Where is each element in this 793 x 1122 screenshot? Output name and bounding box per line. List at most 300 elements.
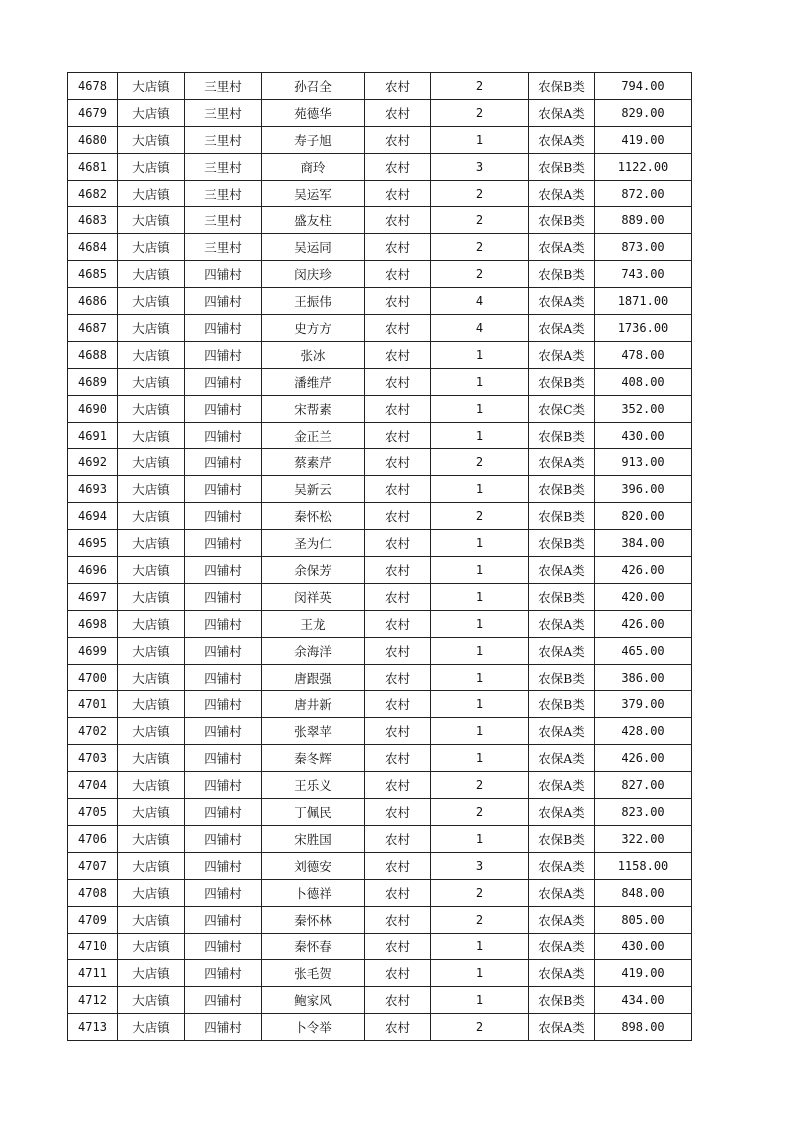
row-id-cell: 4702 xyxy=(68,718,118,745)
village-cell: 四铺村 xyxy=(185,315,262,342)
household-count-cell: 2 xyxy=(431,906,529,933)
row-id-cell: 4707 xyxy=(68,852,118,879)
table-row xyxy=(68,664,692,691)
insurance-type-cell: 农保B类 xyxy=(529,503,595,530)
village-cell: 三里村 xyxy=(185,99,262,126)
name-cell: 张翠苹 xyxy=(262,718,365,745)
row-id-cell: 4683 xyxy=(68,207,118,234)
row-id-cell: 4689 xyxy=(68,368,118,395)
insurance-type-cell: 农保A类 xyxy=(529,745,595,772)
name-cell: 余保芳 xyxy=(262,557,365,584)
household-count-cell: 2 xyxy=(431,772,529,799)
table-row xyxy=(68,933,692,960)
name-cell: 蔡素芹 xyxy=(262,449,365,476)
area-type-cell: 农村 xyxy=(365,395,431,422)
row-id-cell: 4706 xyxy=(68,825,118,852)
area-type-cell: 农村 xyxy=(365,799,431,826)
amount-cell: 465.00 xyxy=(595,637,692,664)
household-count-cell: 4 xyxy=(431,315,529,342)
household-count-cell: 2 xyxy=(431,1014,529,1041)
amount-cell: 873.00 xyxy=(595,234,692,261)
row-id-cell: 4685 xyxy=(68,261,118,288)
village-cell: 三里村 xyxy=(185,207,262,234)
area-type-cell: 农村 xyxy=(365,261,431,288)
table-row xyxy=(68,745,692,772)
insurance-type-cell: 农保A类 xyxy=(529,906,595,933)
insurance-type-cell: 农保B类 xyxy=(529,664,595,691)
table-row xyxy=(68,261,692,288)
village-cell: 四铺村 xyxy=(185,852,262,879)
name-cell: 秦怀松 xyxy=(262,503,365,530)
town-cell: 大店镇 xyxy=(118,153,185,180)
name-cell: 商玲 xyxy=(262,153,365,180)
row-id-cell: 4713 xyxy=(68,1014,118,1041)
insurance-type-cell: 农保A类 xyxy=(529,315,595,342)
amount-cell: 434.00 xyxy=(595,987,692,1014)
table-row xyxy=(68,960,692,987)
area-type-cell: 农村 xyxy=(365,610,431,637)
insurance-type-cell: 农保B类 xyxy=(529,530,595,557)
table-row xyxy=(68,341,692,368)
data-table-container xyxy=(67,72,692,1041)
household-count-cell: 1 xyxy=(431,637,529,664)
name-cell: 卜令举 xyxy=(262,1014,365,1041)
table-body xyxy=(68,73,692,1041)
amount-cell: 386.00 xyxy=(595,664,692,691)
village-cell: 四铺村 xyxy=(185,583,262,610)
amount-cell: 1122.00 xyxy=(595,153,692,180)
row-id-cell: 4686 xyxy=(68,288,118,315)
table-row xyxy=(68,1014,692,1041)
insurance-type-cell: 农保B类 xyxy=(529,422,595,449)
amount-cell: 322.00 xyxy=(595,825,692,852)
insurance-type-cell: 农保B类 xyxy=(529,153,595,180)
name-cell: 闵庆珍 xyxy=(262,261,365,288)
name-cell: 唐井新 xyxy=(262,691,365,718)
table-row xyxy=(68,503,692,530)
name-cell: 秦怀林 xyxy=(262,906,365,933)
name-cell: 秦怀春 xyxy=(262,933,365,960)
village-cell: 四铺村 xyxy=(185,530,262,557)
household-count-cell: 2 xyxy=(431,73,529,100)
amount-cell: 898.00 xyxy=(595,1014,692,1041)
area-type-cell: 农村 xyxy=(365,99,431,126)
amount-cell: 1158.00 xyxy=(595,852,692,879)
insurance-type-cell: 农保A类 xyxy=(529,341,595,368)
insurance-type-cell: 农保A类 xyxy=(529,799,595,826)
household-count-cell: 1 xyxy=(431,557,529,584)
table-row xyxy=(68,530,692,557)
amount-cell: 420.00 xyxy=(595,583,692,610)
table-row xyxy=(68,718,692,745)
area-type-cell: 农村 xyxy=(365,449,431,476)
household-count-cell: 1 xyxy=(431,476,529,503)
amount-cell: 352.00 xyxy=(595,395,692,422)
amount-cell: 1871.00 xyxy=(595,288,692,315)
area-type-cell: 农村 xyxy=(365,234,431,261)
town-cell: 大店镇 xyxy=(118,745,185,772)
insurance-type-cell: 农保A类 xyxy=(529,557,595,584)
name-cell: 丁佩民 xyxy=(262,799,365,826)
name-cell: 王乐义 xyxy=(262,772,365,799)
village-cell: 三里村 xyxy=(185,234,262,261)
insurance-type-cell: 农保B类 xyxy=(529,368,595,395)
table-row xyxy=(68,207,692,234)
village-cell: 四铺村 xyxy=(185,476,262,503)
household-count-cell: 1 xyxy=(431,960,529,987)
table-row xyxy=(68,879,692,906)
town-cell: 大店镇 xyxy=(118,637,185,664)
town-cell: 大店镇 xyxy=(118,557,185,584)
name-cell: 盛友柱 xyxy=(262,207,365,234)
village-cell: 四铺村 xyxy=(185,987,262,1014)
village-cell: 四铺村 xyxy=(185,718,262,745)
row-id-cell: 4695 xyxy=(68,530,118,557)
village-cell: 三里村 xyxy=(185,73,262,100)
village-cell: 四铺村 xyxy=(185,557,262,584)
town-cell: 大店镇 xyxy=(118,960,185,987)
row-id-cell: 4712 xyxy=(68,987,118,1014)
town-cell: 大店镇 xyxy=(118,126,185,153)
table-row xyxy=(68,126,692,153)
town-cell: 大店镇 xyxy=(118,99,185,126)
amount-cell: 379.00 xyxy=(595,691,692,718)
table-row xyxy=(68,772,692,799)
insurance-type-cell: 农保B类 xyxy=(529,476,595,503)
table-row xyxy=(68,153,692,180)
village-cell: 三里村 xyxy=(185,180,262,207)
name-cell: 鲍家风 xyxy=(262,987,365,1014)
area-type-cell: 农村 xyxy=(365,745,431,772)
amount-cell: 428.00 xyxy=(595,718,692,745)
row-id-cell: 4696 xyxy=(68,557,118,584)
row-id-cell: 4687 xyxy=(68,315,118,342)
town-cell: 大店镇 xyxy=(118,422,185,449)
amount-cell: 872.00 xyxy=(595,180,692,207)
amount-cell: 913.00 xyxy=(595,449,692,476)
town-cell: 大店镇 xyxy=(118,261,185,288)
area-type-cell: 农村 xyxy=(365,879,431,906)
village-cell: 四铺村 xyxy=(185,261,262,288)
row-id-cell: 4709 xyxy=(68,906,118,933)
name-cell: 王振伟 xyxy=(262,288,365,315)
town-cell: 大店镇 xyxy=(118,906,185,933)
row-id-cell: 4678 xyxy=(68,73,118,100)
area-type-cell: 农村 xyxy=(365,315,431,342)
table-row xyxy=(68,583,692,610)
insurance-type-cell: 农保A类 xyxy=(529,852,595,879)
table-row xyxy=(68,73,692,100)
name-cell: 潘维芹 xyxy=(262,368,365,395)
insurance-type-cell: 农保A类 xyxy=(529,718,595,745)
insurance-type-cell: 农保A类 xyxy=(529,933,595,960)
amount-cell: 430.00 xyxy=(595,422,692,449)
household-count-cell: 2 xyxy=(431,503,529,530)
area-type-cell: 农村 xyxy=(365,207,431,234)
town-cell: 大店镇 xyxy=(118,1014,185,1041)
table-row xyxy=(68,234,692,261)
table-row xyxy=(68,906,692,933)
row-id-cell: 4704 xyxy=(68,772,118,799)
name-cell: 史方方 xyxy=(262,315,365,342)
area-type-cell: 农村 xyxy=(365,530,431,557)
village-cell: 四铺村 xyxy=(185,610,262,637)
name-cell: 寿子旭 xyxy=(262,126,365,153)
town-cell: 大店镇 xyxy=(118,583,185,610)
row-id-cell: 4708 xyxy=(68,879,118,906)
name-cell: 圣为仁 xyxy=(262,530,365,557)
row-id-cell: 4682 xyxy=(68,180,118,207)
village-cell: 四铺村 xyxy=(185,825,262,852)
household-count-cell: 1 xyxy=(431,987,529,1014)
row-id-cell: 4690 xyxy=(68,395,118,422)
village-cell: 四铺村 xyxy=(185,691,262,718)
insurance-type-cell: 农保A类 xyxy=(529,772,595,799)
household-count-cell: 1 xyxy=(431,341,529,368)
household-count-cell: 2 xyxy=(431,261,529,288)
village-cell: 四铺村 xyxy=(185,422,262,449)
household-count-cell: 4 xyxy=(431,288,529,315)
town-cell: 大店镇 xyxy=(118,664,185,691)
data-table xyxy=(67,72,692,1041)
table-row xyxy=(68,395,692,422)
area-type-cell: 农村 xyxy=(365,180,431,207)
town-cell: 大店镇 xyxy=(118,476,185,503)
town-cell: 大店镇 xyxy=(118,368,185,395)
name-cell: 吴新云 xyxy=(262,476,365,503)
insurance-type-cell: 农保A类 xyxy=(529,610,595,637)
insurance-type-cell: 农保A类 xyxy=(529,879,595,906)
household-count-cell: 1 xyxy=(431,664,529,691)
insurance-type-cell: 农保A类 xyxy=(529,126,595,153)
household-count-cell: 1 xyxy=(431,610,529,637)
area-type-cell: 农村 xyxy=(365,503,431,530)
household-count-cell: 2 xyxy=(431,879,529,906)
name-cell: 孙召全 xyxy=(262,73,365,100)
insurance-type-cell: 农保A类 xyxy=(529,234,595,261)
town-cell: 大店镇 xyxy=(118,315,185,342)
table-row xyxy=(68,99,692,126)
household-count-cell: 1 xyxy=(431,691,529,718)
insurance-type-cell: 农保C类 xyxy=(529,395,595,422)
name-cell: 吴运军 xyxy=(262,180,365,207)
insurance-type-cell: 农保A类 xyxy=(529,637,595,664)
row-id-cell: 4681 xyxy=(68,153,118,180)
area-type-cell: 农村 xyxy=(365,664,431,691)
row-id-cell: 4711 xyxy=(68,960,118,987)
household-count-cell: 3 xyxy=(431,852,529,879)
amount-cell: 419.00 xyxy=(595,126,692,153)
area-type-cell: 农村 xyxy=(365,583,431,610)
amount-cell: 823.00 xyxy=(595,799,692,826)
insurance-type-cell: 农保B类 xyxy=(529,583,595,610)
household-count-cell: 1 xyxy=(431,395,529,422)
amount-cell: 743.00 xyxy=(595,261,692,288)
town-cell: 大店镇 xyxy=(118,234,185,261)
table-row xyxy=(68,315,692,342)
household-count-cell: 2 xyxy=(431,99,529,126)
amount-cell: 430.00 xyxy=(595,933,692,960)
household-count-cell: 1 xyxy=(431,530,529,557)
amount-cell: 820.00 xyxy=(595,503,692,530)
village-cell: 四铺村 xyxy=(185,745,262,772)
area-type-cell: 农村 xyxy=(365,1014,431,1041)
village-cell: 四铺村 xyxy=(185,368,262,395)
insurance-type-cell: 农保A类 xyxy=(529,1014,595,1041)
row-id-cell: 4694 xyxy=(68,503,118,530)
insurance-type-cell: 农保A类 xyxy=(529,288,595,315)
name-cell: 宋胜国 xyxy=(262,825,365,852)
area-type-cell: 农村 xyxy=(365,933,431,960)
table-row xyxy=(68,180,692,207)
amount-cell: 419.00 xyxy=(595,960,692,987)
village-cell: 四铺村 xyxy=(185,1014,262,1041)
name-cell: 吴运同 xyxy=(262,234,365,261)
village-cell: 四铺村 xyxy=(185,341,262,368)
town-cell: 大店镇 xyxy=(118,852,185,879)
village-cell: 四铺村 xyxy=(185,288,262,315)
area-type-cell: 农村 xyxy=(365,987,431,1014)
amount-cell: 426.00 xyxy=(595,745,692,772)
household-count-cell: 2 xyxy=(431,180,529,207)
amount-cell: 848.00 xyxy=(595,879,692,906)
amount-cell: 478.00 xyxy=(595,341,692,368)
area-type-cell: 农村 xyxy=(365,825,431,852)
town-cell: 大店镇 xyxy=(118,718,185,745)
insurance-type-cell: 农保B类 xyxy=(529,987,595,1014)
name-cell: 苑德华 xyxy=(262,99,365,126)
row-id-cell: 4692 xyxy=(68,449,118,476)
insurance-type-cell: 农保B类 xyxy=(529,73,595,100)
row-id-cell: 4699 xyxy=(68,637,118,664)
household-count-cell: 1 xyxy=(431,745,529,772)
insurance-type-cell: 农保A类 xyxy=(529,180,595,207)
village-cell: 四铺村 xyxy=(185,664,262,691)
name-cell: 张冰 xyxy=(262,341,365,368)
area-type-cell: 农村 xyxy=(365,341,431,368)
table-row xyxy=(68,288,692,315)
town-cell: 大店镇 xyxy=(118,987,185,1014)
village-cell: 四铺村 xyxy=(185,772,262,799)
name-cell: 刘德安 xyxy=(262,852,365,879)
name-cell: 金正兰 xyxy=(262,422,365,449)
town-cell: 大店镇 xyxy=(118,449,185,476)
village-cell: 三里村 xyxy=(185,126,262,153)
household-count-cell: 1 xyxy=(431,933,529,960)
name-cell: 宋帮素 xyxy=(262,395,365,422)
row-id-cell: 4703 xyxy=(68,745,118,772)
row-id-cell: 4691 xyxy=(68,422,118,449)
amount-cell: 805.00 xyxy=(595,906,692,933)
amount-cell: 426.00 xyxy=(595,557,692,584)
town-cell: 大店镇 xyxy=(118,341,185,368)
village-cell: 四铺村 xyxy=(185,933,262,960)
village-cell: 四铺村 xyxy=(185,960,262,987)
town-cell: 大店镇 xyxy=(118,799,185,826)
household-count-cell: 1 xyxy=(431,825,529,852)
table-row xyxy=(68,422,692,449)
insurance-type-cell: 农保B类 xyxy=(529,691,595,718)
amount-cell: 426.00 xyxy=(595,610,692,637)
table-row xyxy=(68,449,692,476)
town-cell: 大店镇 xyxy=(118,772,185,799)
household-count-cell: 2 xyxy=(431,207,529,234)
village-cell: 四铺村 xyxy=(185,637,262,664)
household-count-cell: 1 xyxy=(431,126,529,153)
town-cell: 大店镇 xyxy=(118,207,185,234)
area-type-cell: 农村 xyxy=(365,772,431,799)
town-cell: 大店镇 xyxy=(118,180,185,207)
area-type-cell: 农村 xyxy=(365,637,431,664)
table-row xyxy=(68,637,692,664)
row-id-cell: 4693 xyxy=(68,476,118,503)
area-type-cell: 农村 xyxy=(365,368,431,395)
table-row xyxy=(68,476,692,503)
area-type-cell: 农村 xyxy=(365,960,431,987)
town-cell: 大店镇 xyxy=(118,530,185,557)
table-row xyxy=(68,557,692,584)
insurance-type-cell: 农保A类 xyxy=(529,449,595,476)
row-id-cell: 4688 xyxy=(68,341,118,368)
household-count-cell: 1 xyxy=(431,583,529,610)
area-type-cell: 农村 xyxy=(365,126,431,153)
town-cell: 大店镇 xyxy=(118,503,185,530)
insurance-type-cell: 农保A类 xyxy=(529,960,595,987)
insurance-type-cell: 农保B类 xyxy=(529,207,595,234)
insurance-type-cell: 农保B类 xyxy=(529,825,595,852)
amount-cell: 384.00 xyxy=(595,530,692,557)
town-cell: 大店镇 xyxy=(118,691,185,718)
area-type-cell: 农村 xyxy=(365,906,431,933)
area-type-cell: 农村 xyxy=(365,476,431,503)
amount-cell: 889.00 xyxy=(595,207,692,234)
household-count-cell: 2 xyxy=(431,234,529,261)
table-row xyxy=(68,368,692,395)
household-count-cell: 3 xyxy=(431,153,529,180)
insurance-type-cell: 农保B类 xyxy=(529,261,595,288)
row-id-cell: 4698 xyxy=(68,610,118,637)
name-cell: 闵祥英 xyxy=(262,583,365,610)
row-id-cell: 4697 xyxy=(68,583,118,610)
area-type-cell: 农村 xyxy=(365,73,431,100)
area-type-cell: 农村 xyxy=(365,422,431,449)
village-cell: 四铺村 xyxy=(185,395,262,422)
household-count-cell: 2 xyxy=(431,799,529,826)
amount-cell: 396.00 xyxy=(595,476,692,503)
household-count-cell: 1 xyxy=(431,718,529,745)
row-id-cell: 4679 xyxy=(68,99,118,126)
village-cell: 三里村 xyxy=(185,153,262,180)
name-cell: 秦冬辉 xyxy=(262,745,365,772)
name-cell: 余海洋 xyxy=(262,637,365,664)
row-id-cell: 4701 xyxy=(68,691,118,718)
table-row xyxy=(68,610,692,637)
area-type-cell: 农村 xyxy=(365,153,431,180)
row-id-cell: 4680 xyxy=(68,126,118,153)
area-type-cell: 农村 xyxy=(365,557,431,584)
area-type-cell: 农村 xyxy=(365,691,431,718)
household-count-cell: 2 xyxy=(431,449,529,476)
row-id-cell: 4700 xyxy=(68,664,118,691)
row-id-cell: 4705 xyxy=(68,799,118,826)
row-id-cell: 4684 xyxy=(68,234,118,261)
village-cell: 四铺村 xyxy=(185,906,262,933)
table-row xyxy=(68,852,692,879)
amount-cell: 827.00 xyxy=(595,772,692,799)
area-type-cell: 农村 xyxy=(365,852,431,879)
town-cell: 大店镇 xyxy=(118,73,185,100)
amount-cell: 408.00 xyxy=(595,368,692,395)
